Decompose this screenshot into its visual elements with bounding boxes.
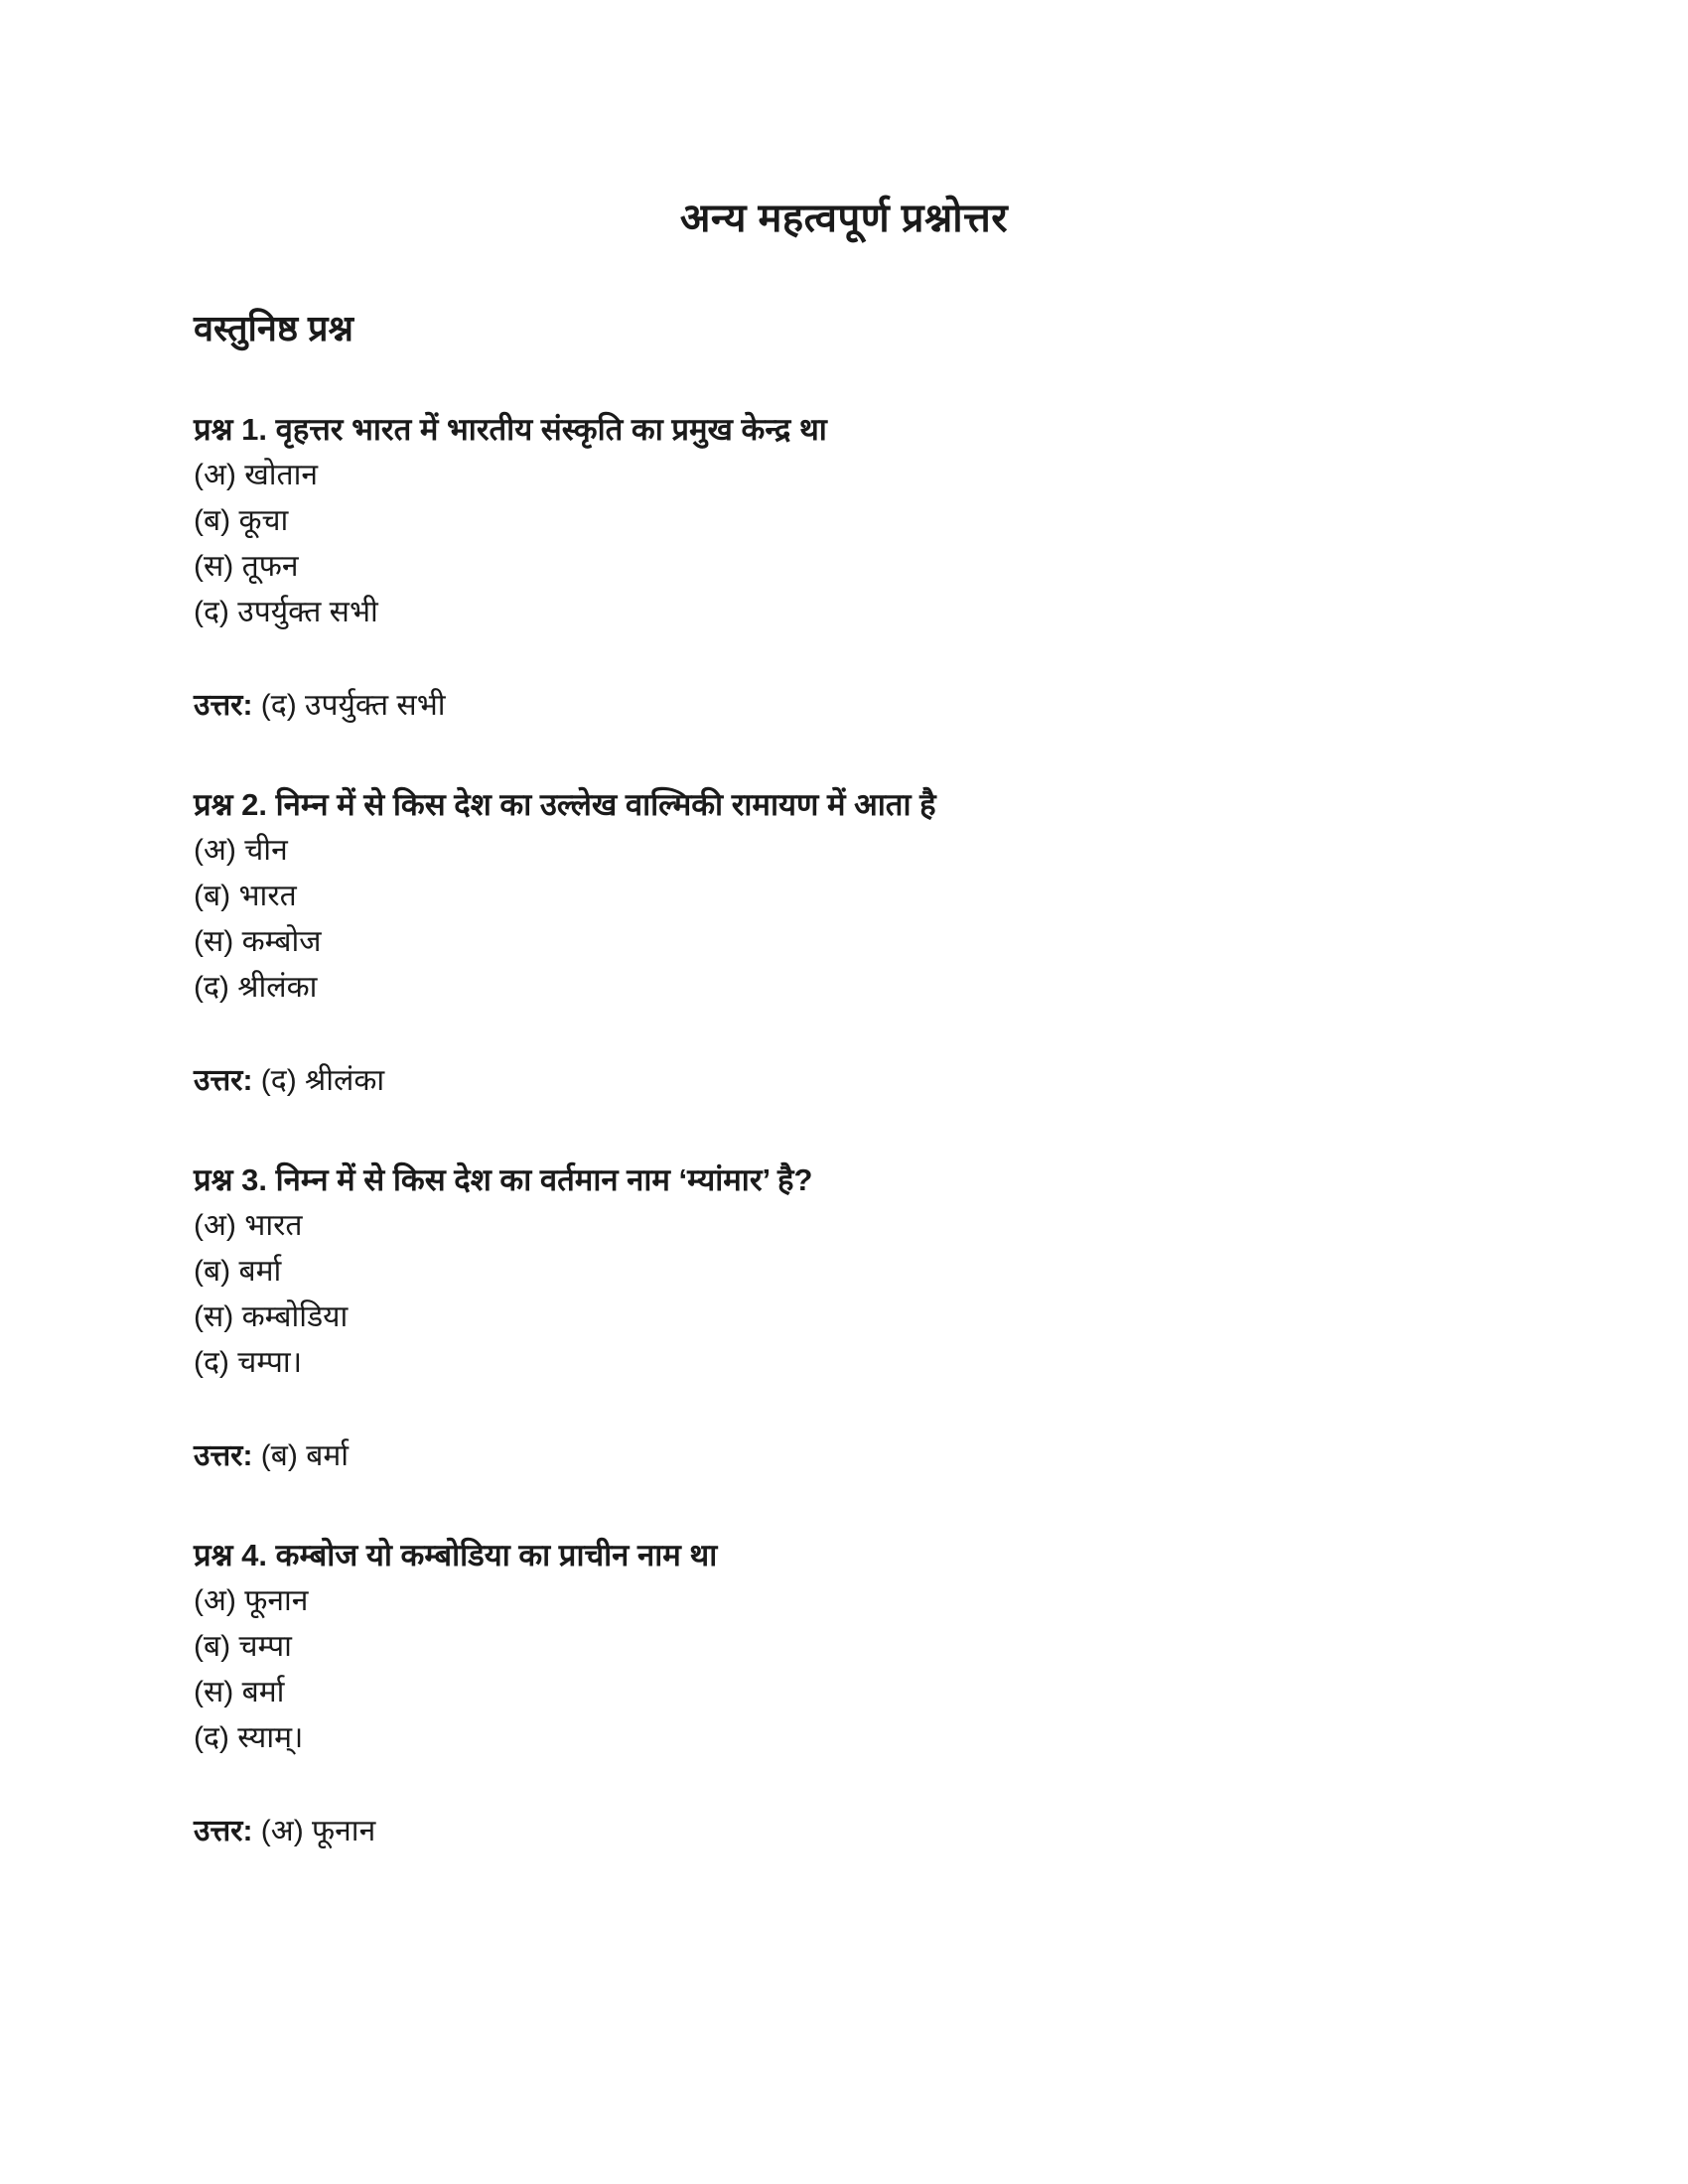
- option-text: कम्बोज: [241, 925, 322, 958]
- answer-label: उत्तर:: [194, 689, 253, 722]
- option-line: [194, 544, 1494, 590]
- option-text: खोतान: [244, 459, 319, 491]
- option-label: (स): [194, 1300, 234, 1333]
- question-text: कम्बोज यो कम्बोडिया का प्राचीन नाम था: [275, 1538, 718, 1572]
- question-heading: [194, 1158, 1494, 1203]
- option-line: [194, 1203, 1494, 1249]
- question-text: वृहत्तर भारत में भारतीय संस्कृति का प्रमुख केन्द्र था: [275, 412, 827, 447]
- option-text: बर्मा: [238, 1255, 282, 1288]
- option-label: (ब): [194, 1255, 231, 1288]
- section-heading: वस्तुनिष्ठ प्रश्न: [194, 308, 353, 348]
- option-line: [194, 874, 1494, 919]
- option-text: तूफन: [241, 550, 299, 583]
- option-label: (अ): [194, 1209, 236, 1242]
- answer-text: (द) उपर्युक्त सभी: [260, 689, 446, 722]
- question-block-1: [194, 407, 1494, 729]
- option-text: चीन: [244, 834, 288, 867]
- option-text: चम्पा: [238, 1630, 292, 1663]
- option-line: [194, 453, 1494, 498]
- question-text: निम्न में से किस देश का उल्लेख वाल्मिकी रामायण में आता है: [275, 787, 936, 822]
- answer-label: उत्तर:: [194, 1815, 253, 1847]
- question-block-4: [194, 1533, 1494, 1854]
- answer-text: (ब) बर्मा: [260, 1439, 350, 1472]
- option-label: (स): [194, 1676, 234, 1708]
- option-line: [194, 919, 1494, 965]
- answer-label: उत्तर:: [194, 1439, 253, 1472]
- option-label: (ब): [194, 504, 231, 537]
- option-text: भारत: [238, 880, 297, 912]
- option-line: [194, 1295, 1494, 1340]
- option-label: (ब): [194, 1630, 231, 1663]
- question-number: प्रश्न 4.: [194, 1538, 268, 1572]
- answer-text: (अ) फूनान: [260, 1815, 376, 1847]
- option-line: [194, 1715, 1494, 1761]
- option-text: उपर्युक्त सभी: [237, 596, 378, 628]
- question-number: प्रश्न 2.: [194, 787, 268, 822]
- option-text: चम्पा।: [237, 1346, 303, 1379]
- option-line: [194, 1249, 1494, 1295]
- option-label: (स): [194, 550, 234, 583]
- option-line: [194, 965, 1494, 1011]
- question-heading: [194, 407, 1494, 453]
- answer-line: [194, 1058, 1494, 1104]
- option-text: स्याम्।: [237, 1721, 304, 1754]
- option-label: (द): [194, 1721, 229, 1754]
- option-label: (द): [194, 1346, 229, 1379]
- answer-line: [194, 1433, 1494, 1479]
- option-text: बर्मा: [241, 1676, 285, 1708]
- option-label: (स): [194, 925, 234, 958]
- answer-line: [194, 1809, 1494, 1854]
- option-text: कम्बोडिया: [241, 1300, 349, 1333]
- option-label: (ब): [194, 880, 231, 912]
- answer-text: (द) श्रीलंका: [260, 1064, 385, 1097]
- question-block-2: [194, 782, 1494, 1104]
- question-heading: [194, 782, 1494, 828]
- option-line: [194, 498, 1494, 544]
- option-line: [194, 1624, 1494, 1670]
- option-line: [194, 828, 1494, 874]
- option-label: (अ): [194, 459, 236, 491]
- option-text: भारत: [244, 1209, 303, 1242]
- question-block-3: [194, 1158, 1494, 1479]
- option-label: (द): [194, 971, 229, 1004]
- option-label: (अ): [194, 1584, 236, 1617]
- page-title: अन्य महत्वपूर्ण प्रश्नोत्तर: [679, 197, 1009, 240]
- option-text: कूचा: [238, 504, 289, 537]
- answer-label: उत्तर:: [194, 1064, 253, 1097]
- option-text: श्रीलंका: [237, 971, 318, 1004]
- question-heading: [194, 1533, 1494, 1578]
- option-label: (अ): [194, 834, 236, 867]
- option-label: (द): [194, 596, 229, 628]
- option-line: [194, 1340, 1494, 1386]
- option-text: फूनान: [244, 1584, 309, 1617]
- question-number: प्रश्न 3.: [194, 1162, 268, 1197]
- question-number: प्रश्न 1.: [194, 412, 268, 447]
- option-line: [194, 1670, 1494, 1715]
- question-text: निम्न में से किस देश का वर्तमान नाम ‘म्यांमार’ है?: [275, 1162, 813, 1197]
- option-line: [194, 1578, 1494, 1624]
- option-line: [194, 590, 1494, 635]
- answer-line: [194, 683, 1494, 729]
